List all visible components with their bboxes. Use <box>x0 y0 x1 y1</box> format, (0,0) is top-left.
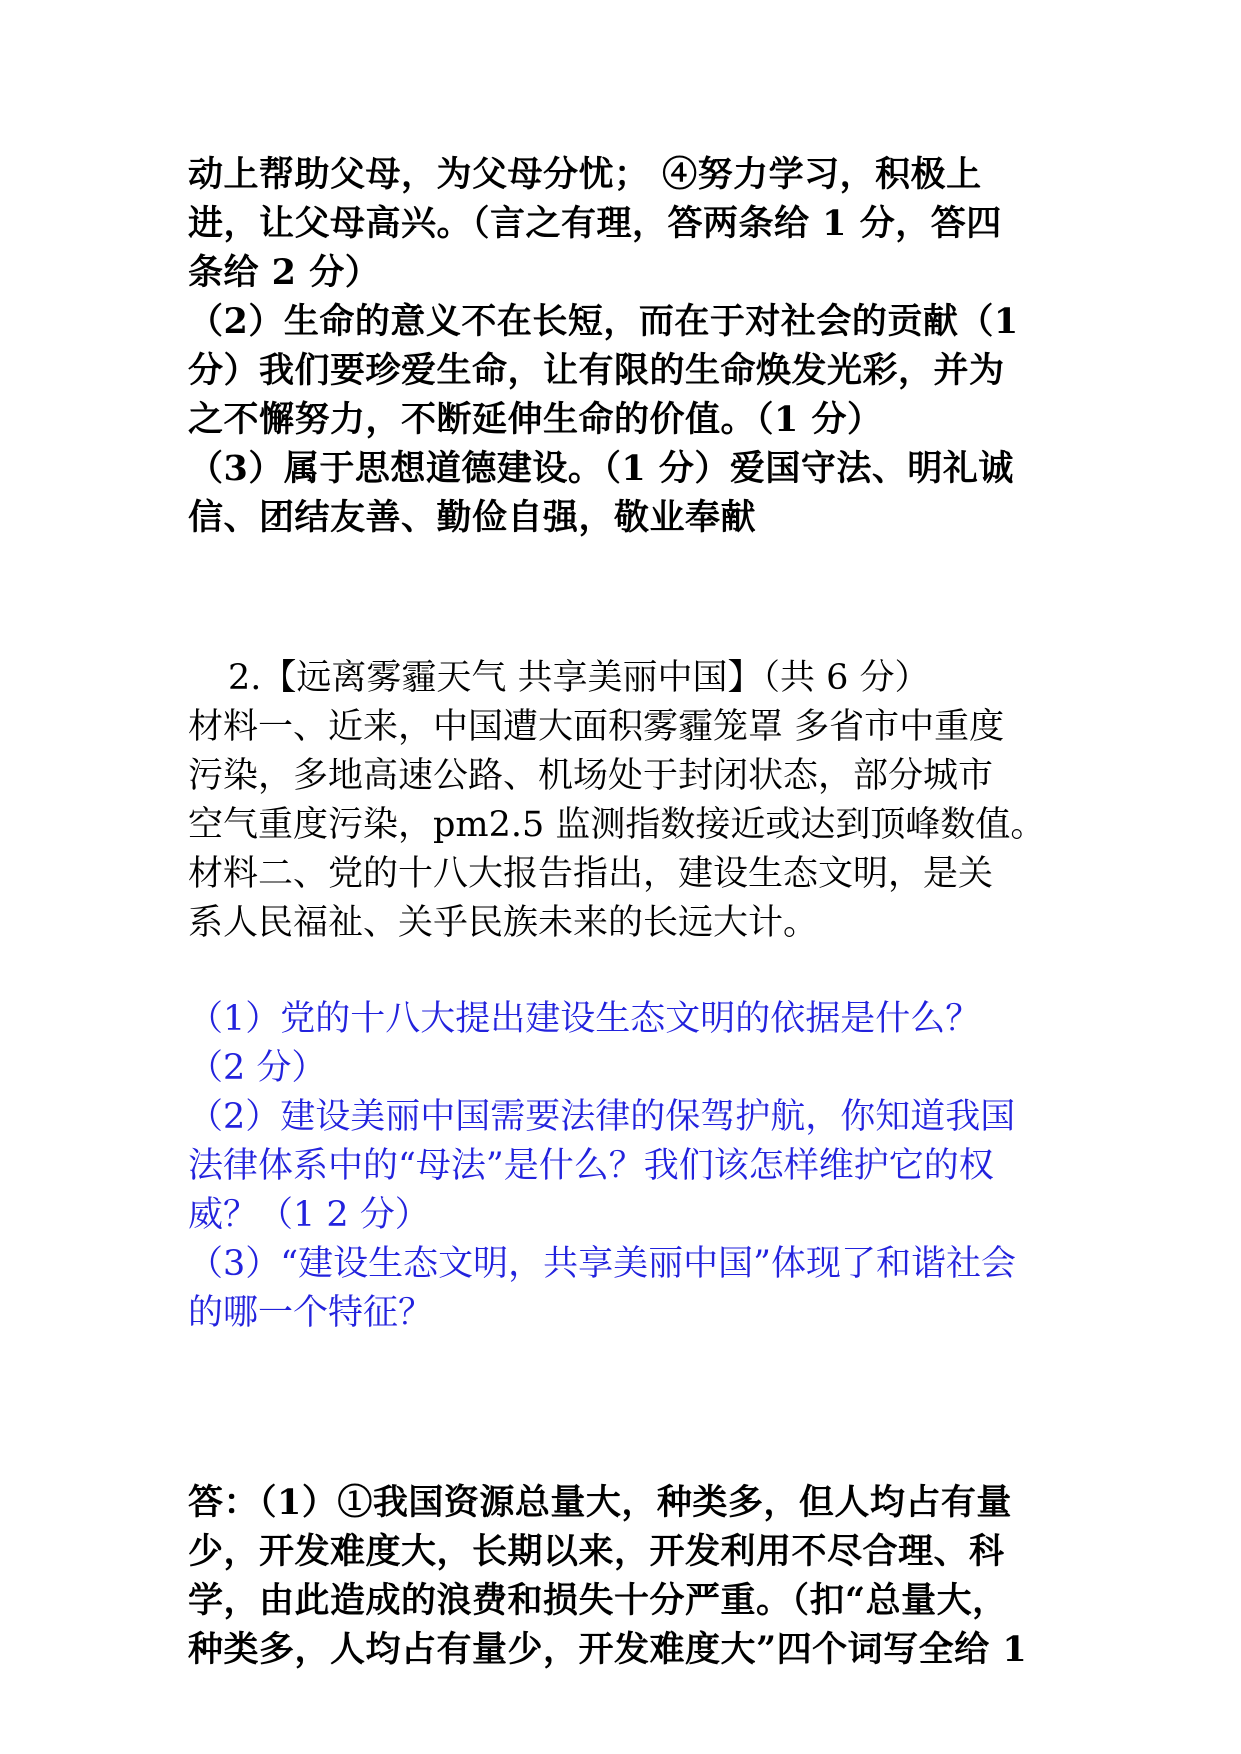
answer-2 <box>188 1478 1068 1674</box>
answer-line: 分）我们要珍爱生命，让有限的生命焕发光彩，并为 <box>188 350 1005 391</box>
sub-question-line: 法律体系中的“母法”是什么？我们该怎样维护它的权 <box>188 1146 994 1186</box>
answer-line: 答：（1）①我国资源总量大，种类多，但人均占有量 <box>188 1482 1012 1523</box>
answer-line: （2）生命的意义不在长短，而在于对社会的贡献（1 <box>188 301 1019 342</box>
spacer <box>188 1338 1068 1478</box>
answer-line: 信、团结友善、勤俭自强，敬业奉献 <box>188 497 757 538</box>
answer-line: 条给 2 分） <box>188 252 381 293</box>
answer-line: 进，让父母高兴。（言之有理，答两条给 1 分，答四 <box>188 203 1002 244</box>
material-line: 材料二、党的十八大报告指出，建设生态文明，是关 <box>188 854 994 894</box>
document-page <box>188 150 1068 1674</box>
answer-line: 之不懈努力，不断延伸生命的价值。（1 分） <box>188 399 883 440</box>
material-line: 空气重度污染，pm2.5 监测指数接近或达到顶峰数值。 <box>188 805 1046 845</box>
material-line: 系人民福祉、关乎民族未来的长远大计。 <box>188 903 819 943</box>
sub-question-line: （1）党的十八大提出建设生态文明的依据是什么？ <box>188 999 981 1039</box>
question-2 <box>188 654 1068 1338</box>
sub-question-line: （2 分） <box>188 1048 327 1088</box>
sub-question-line: （2）建设美丽中国需要法律的保驾护航，你知道我国 <box>188 1097 1016 1137</box>
material-line: 材料一、近来，中国遭大面积雾霾笼罩 多省市中重度 <box>188 707 1005 747</box>
spacer <box>188 948 1068 995</box>
answer-line: 动上帮助父母，为父母分忧； ④努力学习，积极上 <box>188 154 982 195</box>
answer-line: 学，由此造成的浪费和损失十分严重。（扣“总量大， <box>188 1580 1008 1621</box>
sub-question-line: （3）“建设生态文明，共享美丽中国”体现了和谐社会 <box>188 1244 1017 1284</box>
spacer <box>188 542 1068 654</box>
answer-line: （3）属于思想道德建设。（1 分）爱国守法、明礼诚 <box>188 448 1014 489</box>
material-line: 污染，多地高速公路、机场处于封闭状态，部分城市 <box>188 756 994 796</box>
answer-continued <box>188 150 1068 542</box>
answer-line: 少，开发难度大，长期以来，开发利用不尽合理、科 <box>188 1531 1005 1572</box>
sub-question-line: 威？（1 2 分） <box>188 1195 430 1235</box>
answer-line: 种类多，人均占有量少，开发难度大”四个词写全给 1 <box>188 1629 1028 1670</box>
sub-question-line: 的哪一个特征？ <box>188 1293 434 1333</box>
question-title: 2.【远离雾霾天气 共享美丽中国】（共 6 分） <box>228 658 930 698</box>
